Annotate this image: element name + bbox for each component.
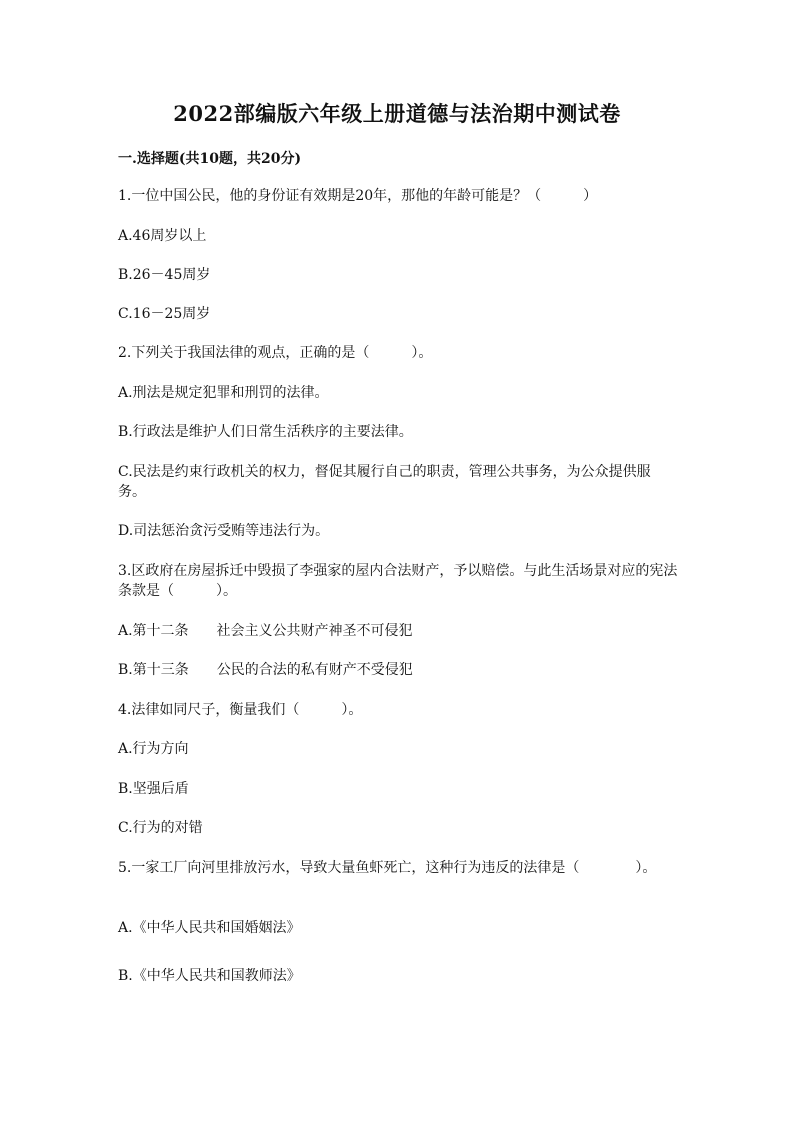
question-3-stem: 3.区政府在房屋拆迁中毁损了李强家的屋内合法财产，予以赔偿。与此生活场景对应的宪法条款是（ ）。 <box>118 563 678 599</box>
question-2-option-a: A.刑法是规定犯罪和刑罚的法律。 <box>118 385 329 401</box>
question-4-option-b: B.坚强后盾 <box>118 781 189 797</box>
question-2-stem: 2.下列关于我国法律的观点，正确的是（ ）。 <box>118 345 433 361</box>
question-3-option-a: A.第十二条 社会主义公共财产神圣不可侵犯 <box>118 623 413 639</box>
question-5-option-b: B.《中华人民共和国教师法》 <box>118 968 301 984</box>
question-2-option-c: C.民法是约束行政机关的权力，督促其履行自己的职责，管理公共事务，为公众提供服务。 <box>118 464 651 500</box>
question-3-option-b: B.第十三条 公民的合法的私有财产不受侵犯 <box>118 662 413 678</box>
question-1-option-a: A.46周岁以上 <box>118 228 207 244</box>
question-2-option-d: D.司法惩治贪污受贿等违法行为。 <box>118 523 330 539</box>
question-5-stem: 5.一家工厂向河里排放污水，导致大量鱼虾死亡，这种行为违反的法律是（ ）。 <box>118 860 657 876</box>
question-4-stem: 4.法律如同尺子，衡量我们（ ）。 <box>118 702 363 718</box>
section-heading-choice: 一.选择题(共10题，共20分) <box>118 151 302 167</box>
exam-title: 2022部编版六年级上册道德与法治期中测试卷 <box>173 101 621 126</box>
question-2-option-b: B.行政法是维护人们日常生活秩序的主要法律。 <box>118 424 413 440</box>
question-1-stem: 1.一位中国公民，他的身份证有效期是20年，那他的年龄可能是？（ ） <box>118 188 598 204</box>
question-1-option-c: C.16－25周岁 <box>118 306 211 322</box>
question-4-option-a: A.行为方向 <box>118 741 189 757</box>
question-1-option-b: B.26－45周岁 <box>118 267 211 283</box>
question-4-option-c: C.行为的对错 <box>118 820 203 836</box>
question-5-option-a: A.《中华人民共和国婚姻法》 <box>118 920 301 936</box>
